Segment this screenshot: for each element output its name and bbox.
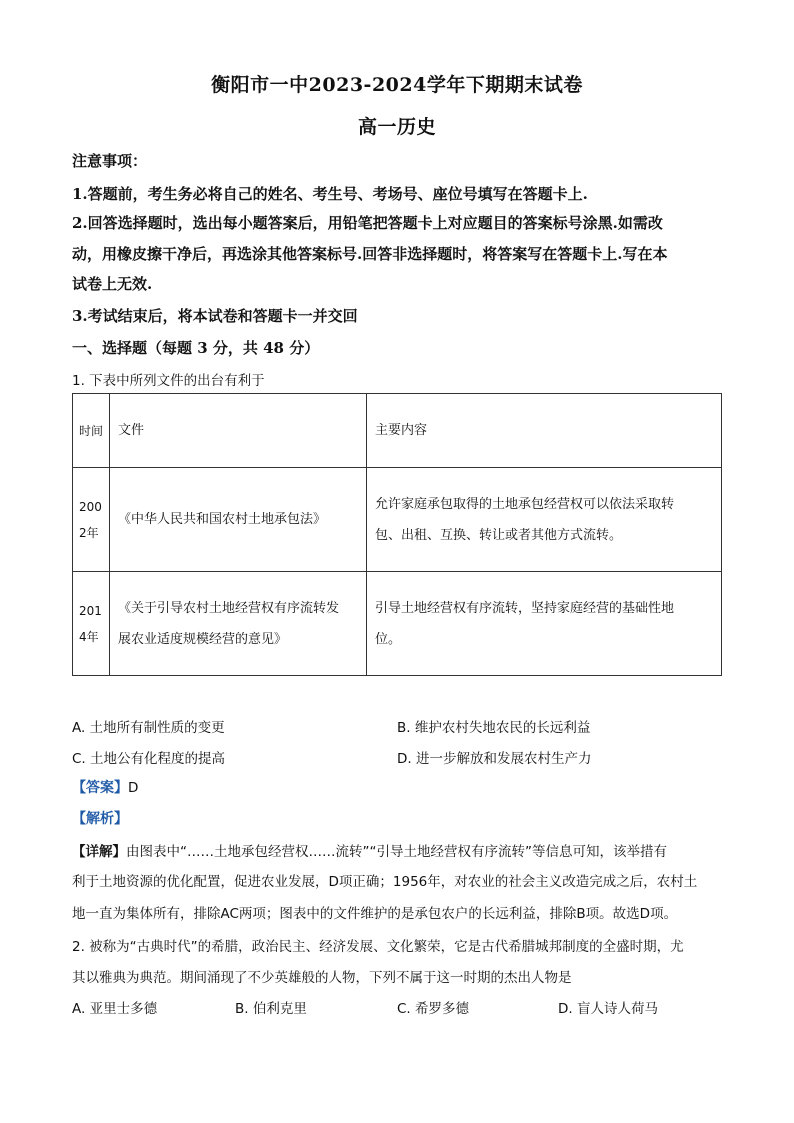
detail-line-1 [72,840,667,860]
question-1-table [72,393,722,676]
page-subtitle: 高一历史 [357,116,436,138]
detail-line-2: 利于土地资源的优化配置，促进农业发展，D项正确；1956年，对农业的社会主义改造完成之后，农村土 [72,874,698,890]
table-cell-content-line: 包、出租、互换、转让或者其他方式流转。 [375,527,623,543]
question-2-stem-line-1: 2. 被称为“古典时代”的希腊，政治民主、经济发展、文化繁荣，它是古代希腊城邦制度的全盛时期，尤 [72,939,684,955]
question-1-stem: 1. 下表中所列文件的出台有利于 [72,373,265,389]
table-cell-content-line: 允许家庭承包取得的土地承包经营权可以依法采取转 [375,496,675,512]
table-cell-content [367,468,722,572]
notice-item-1: 1.答题前，考生务必将自己的姓名、考生号、考场号、座位号填写在答题卡上. [72,185,588,203]
notice-item-3: 3.考试结束后，将本试卷和答题卡一并交回 [72,307,358,325]
table-header-doc: 文件 [110,394,367,468]
question-1-option-b: B. 维护农村失地农民的长远利益 [397,720,591,736]
question-2-stem-line-2: 其以雅典为典范。期间涌现了不少英雄般的人物，下列不属于这一时期的杰出人物是 [72,970,572,986]
table-row [73,572,722,676]
detail-text: 由图表中“……土地承包经营权……流转”“引导土地经营权有序流转”等信息可知，该举措有 [126,844,667,860]
answer-tag: 【答案】 [72,780,128,796]
page-title: 衡阳市一中2023-2024学年下期期末试卷 [211,74,583,96]
table-row [73,468,722,572]
table-cell-time: 2014年 [73,572,110,676]
section-heading: 一、选择题（每题 3 分，共 48 分） [72,339,320,357]
table-cell-doc [110,572,367,676]
table-cell-content [367,572,722,676]
notice-heading: 注意事项： [72,152,148,170]
question-1-option-a: A. 土地所有制性质的变更 [72,720,225,736]
detail-line-3: 地一直为集体所有，排除AC两项；图表中的文件维护的是承包农户的长远利益，排除B项。故选D项。 [72,906,678,922]
detail-tag: 【详解】 [72,844,126,860]
table-header-content: 主要内容 [367,394,722,468]
table-cell-content-line: 位。 [375,631,402,647]
table-header-time: 时间 [73,394,110,468]
question-1-option-d: D. 进一步解放和发展农村生产力 [397,751,592,767]
question-2-option-b: B. 伯利克里 [235,1001,307,1017]
table-cell-content-line: 引导土地经营权有序流转，坚持家庭经营的基础性地 [375,600,675,616]
notice-item-2-line-3: 试卷上无效. [72,275,153,293]
question-2-option-c: C. 希罗多德 [397,1001,470,1017]
notice-item-2-line-1: 2.回答选择题时，选出每小题答案后，用铅笔把答题卡上对应题目的答案标号涂黑.如需改 [72,214,663,232]
table-cell-doc-line: 展农业适度规模经营的意见》 [118,631,288,647]
question-2-option-d: D. 盲人诗人荷马 [558,1001,658,1017]
table-cell-doc-line: 《关于引导农村土地经营权有序流转发 [118,600,340,616]
table-cell-doc: 《中华人民共和国农村土地承包法》 [110,468,367,572]
answer-value: D [128,780,139,796]
question-1-option-c: C. 土地公有化程度的提高 [72,751,226,767]
answer-line [72,777,138,797]
question-2-option-a: A. 亚里士多德 [72,1001,158,1017]
table-cell-time: 2002年 [73,468,110,572]
analysis-tag: 【解析】 [72,811,128,827]
notice-item-2-line-2: 动，用橡皮擦干净后，再选涂其他答案标号.回答非选择题时，将答案写在答题卡上.写在本 [72,245,668,263]
